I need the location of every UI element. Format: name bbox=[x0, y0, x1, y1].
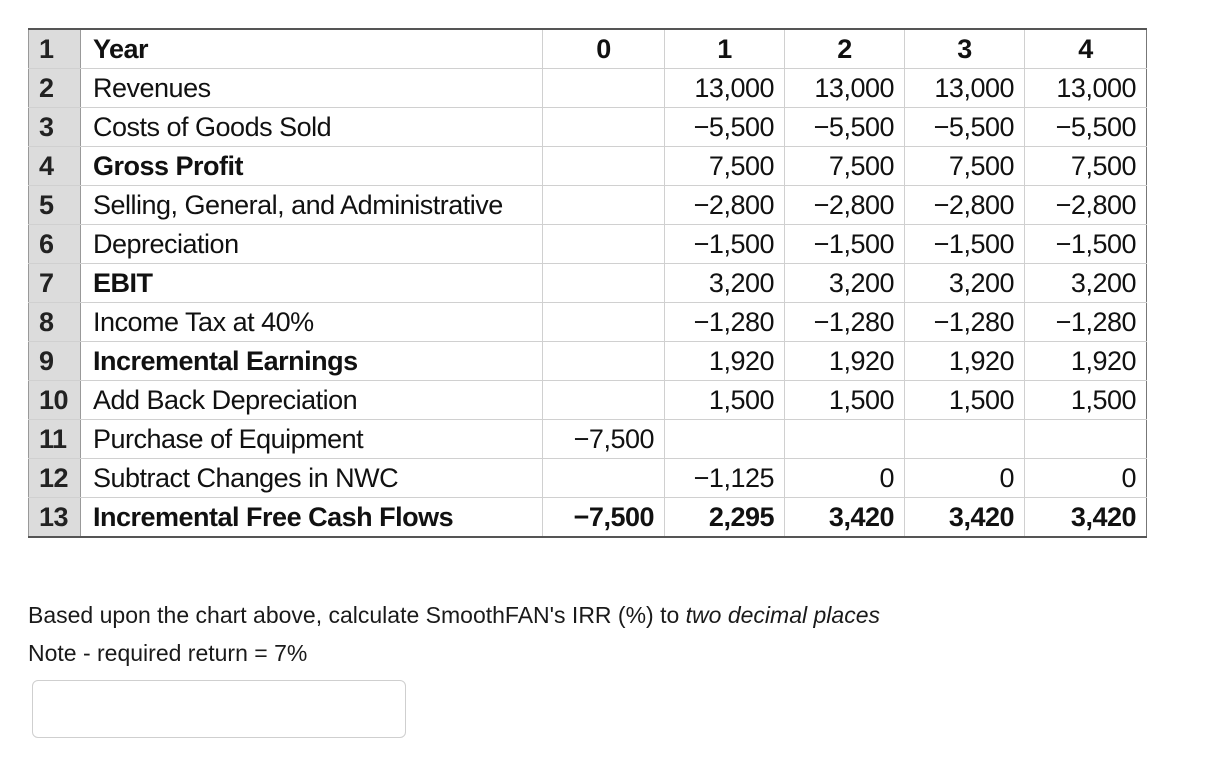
table-cell: 3,200 bbox=[1025, 264, 1147, 303]
table-cell bbox=[543, 303, 665, 342]
table-row-incremental-earnings bbox=[29, 342, 1147, 381]
table-cell: 3,200 bbox=[785, 264, 905, 303]
table-cell: 2,295 bbox=[665, 498, 785, 538]
table-cell bbox=[1025, 420, 1147, 459]
table-cell bbox=[543, 225, 665, 264]
table-cell: 7,500 bbox=[905, 147, 1025, 186]
table-cell: −2,800 bbox=[1025, 186, 1147, 225]
year-header: 2 bbox=[785, 29, 905, 69]
table-row-changes-nwc bbox=[29, 459, 1147, 498]
question-text bbox=[28, 596, 880, 672]
table-cell: 1,500 bbox=[905, 381, 1025, 420]
year-header: 3 bbox=[905, 29, 1025, 69]
table-cell bbox=[785, 420, 905, 459]
row-number: 2 bbox=[29, 69, 81, 108]
table-cell: 3,420 bbox=[785, 498, 905, 538]
table-row-cogs bbox=[29, 108, 1147, 147]
year-header: 4 bbox=[1025, 29, 1147, 69]
row-label: Revenues bbox=[81, 69, 543, 108]
row-label: Income Tax at 40% bbox=[81, 303, 543, 342]
row-number: 3 bbox=[29, 108, 81, 147]
table-cell: −1,125 bbox=[665, 459, 785, 498]
table-cell: −5,500 bbox=[1025, 108, 1147, 147]
table-row-free-cash-flows bbox=[29, 498, 1147, 538]
table-cell: 1,920 bbox=[665, 342, 785, 381]
table-cell: 1,500 bbox=[665, 381, 785, 420]
table-cell: 13,000 bbox=[1025, 69, 1147, 108]
table-cell: −1,280 bbox=[665, 303, 785, 342]
row-number: 9 bbox=[29, 342, 81, 381]
table-cell: 13,000 bbox=[665, 69, 785, 108]
table-cell: −7,500 bbox=[543, 498, 665, 538]
table-cell bbox=[543, 459, 665, 498]
table-cell: 3,420 bbox=[1025, 498, 1147, 538]
row-label: Incremental Earnings bbox=[81, 342, 543, 381]
table-cell bbox=[543, 108, 665, 147]
table-cell: −5,500 bbox=[905, 108, 1025, 147]
table-cell: −1,500 bbox=[905, 225, 1025, 264]
table-cell: 3,420 bbox=[905, 498, 1025, 538]
table-cell: 7,500 bbox=[785, 147, 905, 186]
table-cell: 1,920 bbox=[785, 342, 905, 381]
table-cell: −2,800 bbox=[905, 186, 1025, 225]
table-row-revenues bbox=[29, 69, 1147, 108]
table-row-purchase-equipment bbox=[29, 420, 1147, 459]
table-cell: 1,500 bbox=[785, 381, 905, 420]
row-label: Gross Profit bbox=[81, 147, 543, 186]
row-number: 1 bbox=[29, 29, 81, 69]
table-cell: −5,500 bbox=[785, 108, 905, 147]
table-cell bbox=[543, 264, 665, 303]
question-line-1 bbox=[28, 596, 880, 634]
table-cell: 0 bbox=[785, 459, 905, 498]
table-row-add-back-depreciation bbox=[29, 381, 1147, 420]
table-cell: 0 bbox=[1025, 459, 1147, 498]
table-row-income-tax bbox=[29, 303, 1147, 342]
answer-input[interactable] bbox=[32, 680, 406, 738]
table-cell: 3,200 bbox=[665, 264, 785, 303]
row-label: Incremental Free Cash Flows bbox=[81, 498, 543, 538]
row-number: 11 bbox=[29, 420, 81, 459]
row-label: Depreciation bbox=[81, 225, 543, 264]
table-cell: −1,500 bbox=[785, 225, 905, 264]
table-row-depreciation bbox=[29, 225, 1147, 264]
table-row-ebit bbox=[29, 264, 1147, 303]
table-cell bbox=[543, 342, 665, 381]
table-cell bbox=[543, 186, 665, 225]
row-number: 6 bbox=[29, 225, 81, 264]
row-number: 13 bbox=[29, 498, 81, 538]
table-cell: 7,500 bbox=[1025, 147, 1147, 186]
year-header: 0 bbox=[543, 29, 665, 69]
table-cell: −2,800 bbox=[665, 186, 785, 225]
row-label: Selling, General, and Administrative bbox=[81, 186, 543, 225]
table-cell: 13,000 bbox=[785, 69, 905, 108]
row-number: 7 bbox=[29, 264, 81, 303]
table-cell: −5,500 bbox=[665, 108, 785, 147]
table-cell: −1,280 bbox=[785, 303, 905, 342]
row-number: 4 bbox=[29, 147, 81, 186]
table-row-year bbox=[29, 29, 1147, 69]
table-cell: −1,500 bbox=[665, 225, 785, 264]
table-cell: −2,800 bbox=[785, 186, 905, 225]
row-label: Costs of Goods Sold bbox=[81, 108, 543, 147]
table-cell: 1,920 bbox=[905, 342, 1025, 381]
row-label: EBIT bbox=[81, 264, 543, 303]
table-cell: 3,200 bbox=[905, 264, 1025, 303]
table-cell: 1,500 bbox=[1025, 381, 1147, 420]
row-label: Purchase of Equipment bbox=[81, 420, 543, 459]
question-prefix: Based upon the chart above, calculate SmoothFAN's IRR (%) to bbox=[28, 602, 686, 628]
table-cell bbox=[905, 420, 1025, 459]
table-cell: −1,280 bbox=[1025, 303, 1147, 342]
year-header: 1 bbox=[665, 29, 785, 69]
table-cell: −1,500 bbox=[1025, 225, 1147, 264]
table-cell bbox=[543, 69, 665, 108]
table-cell bbox=[665, 420, 785, 459]
row-number: 8 bbox=[29, 303, 81, 342]
table-cell: 7,500 bbox=[665, 147, 785, 186]
table-cell: 13,000 bbox=[905, 69, 1025, 108]
table-cell bbox=[543, 381, 665, 420]
row-label: Add Back Depreciation bbox=[81, 381, 543, 420]
table-cell bbox=[543, 147, 665, 186]
row-number: 5 bbox=[29, 186, 81, 225]
table-cell: 0 bbox=[905, 459, 1025, 498]
row-label: Subtract Changes in NWC bbox=[81, 459, 543, 498]
row-label: Year bbox=[81, 29, 543, 69]
question-emphasis: two decimal places bbox=[685, 602, 880, 628]
question-line-2: Note - required return = 7% bbox=[28, 640, 308, 666]
row-number: 10 bbox=[29, 381, 81, 420]
table-cell: 1,920 bbox=[1025, 342, 1147, 381]
table-cell: −7,500 bbox=[543, 420, 665, 459]
table-row-sga bbox=[29, 186, 1147, 225]
row-number: 12 bbox=[29, 459, 81, 498]
cash-flow-table bbox=[28, 28, 1147, 538]
table-row-gross-profit bbox=[29, 147, 1147, 186]
table-cell: −1,280 bbox=[905, 303, 1025, 342]
